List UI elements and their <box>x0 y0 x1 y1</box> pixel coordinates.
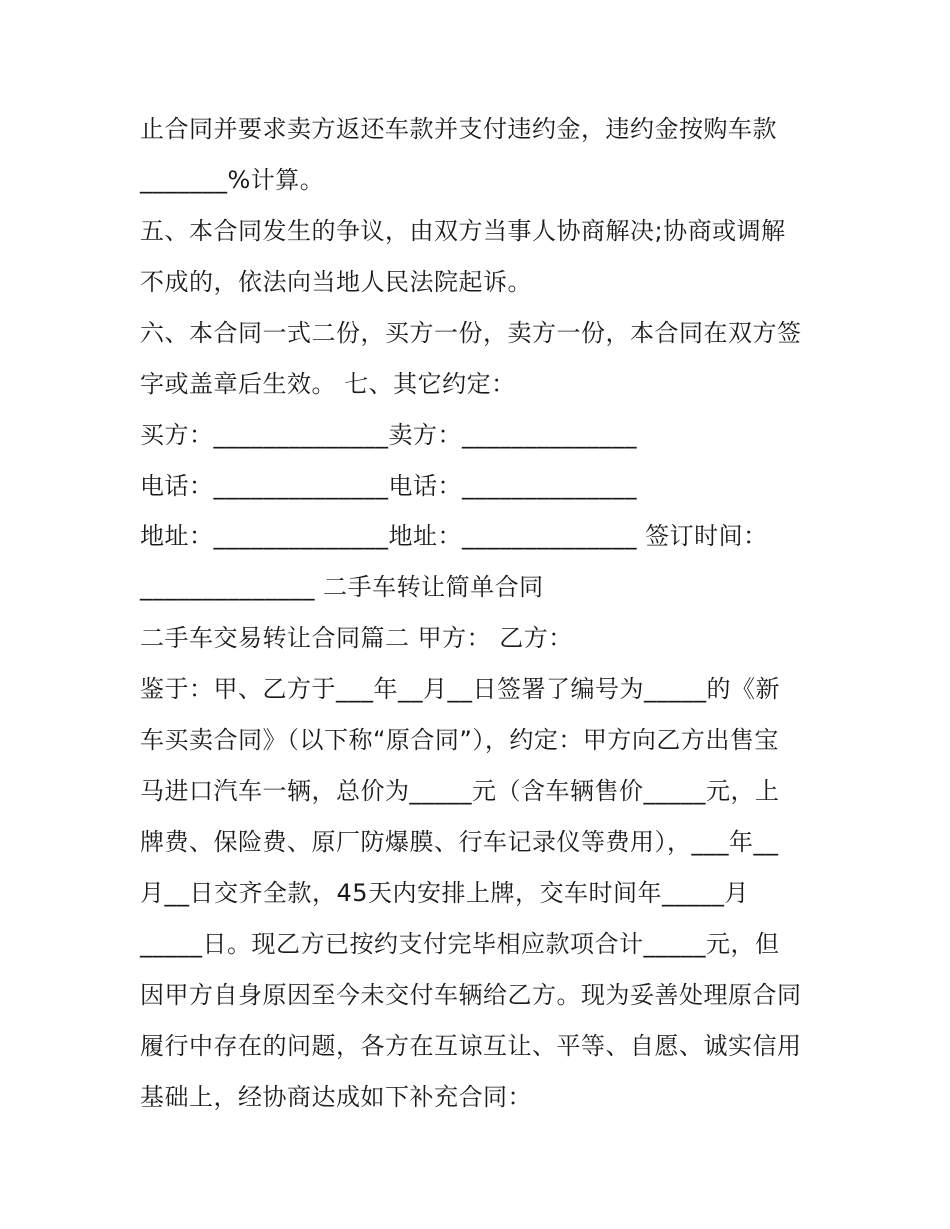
text-line: 因甲方自身原因至今未交付车辆给乙方。现为妥善处理原合同 <box>140 981 802 1009</box>
text-line: 二手车交易转让合同篇二 甲方： 乙方： <box>140 624 573 652</box>
text-line: 地址：______________地址：______________ 签订时间： <box>140 522 768 550</box>
text-line: 牌费、保险费、原厂防爆膜、行车记录仪等费用），___年__ <box>140 828 779 856</box>
text-line: 买方：______________卖方：______________ <box>140 421 637 449</box>
text-line: 不成的，依法向当地人民法院起诉。 <box>140 268 532 296</box>
text-line: 鉴于：甲、乙方于___年__月__日签署了编号为_____的《新 <box>140 675 780 703</box>
text-line: 马进口汽车一辆，总价为_____元（含车辆售价_____元，上 <box>140 777 780 805</box>
text-line: _______%计算。 <box>140 166 325 194</box>
text-line: 履行中存在的问题，各方在互谅互让、平等、自愿、诚实信用 <box>140 1032 802 1060</box>
text-line: 字或盖章后生效。 七、其它约定： <box>140 370 516 398</box>
text-line: 止合同并要求卖方返还车款并支付违约金，违约金按购车款 <box>140 115 777 143</box>
text-line: ______________ 二手车转让简单合同 <box>140 573 544 601</box>
text-line: 六、本合同一式二份，买方一份，卖方一份，本合同在双方签 <box>140 319 802 347</box>
text-line: _____日。现乙方已按约支付完毕相应款项合计_____元，但 <box>140 930 780 958</box>
text-line: 电话：______________电话：______________ <box>140 472 637 500</box>
text-line: 五、本合同发生的争议，由双方当事人协商解决;协商或调解 <box>140 217 786 245</box>
text-line: 车买卖合同》（以下称“原合同”），约定：甲方向乙方出售宝 <box>140 726 779 754</box>
text-line: 基础上，经协商达成如下补充合同： <box>140 1083 532 1111</box>
text-line: 月__日交齐全款，45天内安排上牌，交车时间年_____月 <box>140 879 750 907</box>
